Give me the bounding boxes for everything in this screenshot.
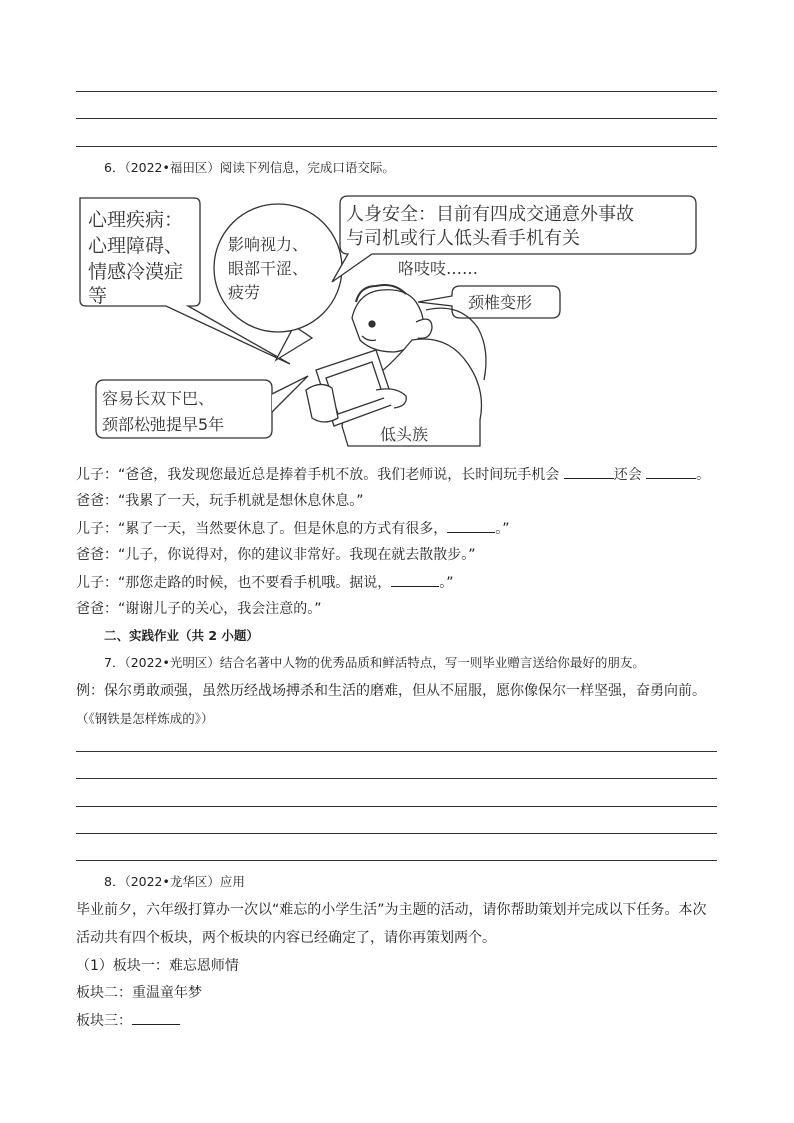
dialogue-line xyxy=(76,464,710,485)
answer-line[interactable] xyxy=(76,778,717,779)
dialogue-line xyxy=(76,491,364,511)
bubble-mental-line: 心理障碍、 xyxy=(88,235,184,257)
phone-addiction-illustration xyxy=(76,190,716,448)
answer-line xyxy=(76,146,717,147)
answer-line xyxy=(76,118,717,119)
dialogue-text: “谢谢儿子的关心，我会注意的。” xyxy=(118,601,322,617)
speaker: 爸爸： xyxy=(76,547,118,563)
dialogue-line xyxy=(76,545,476,565)
dialogue-text: 。 xyxy=(696,467,711,483)
fill-blank[interactable] xyxy=(646,464,696,479)
bubble-vision-line: 眼部干涩、 xyxy=(228,259,309,278)
bubble-vision-line: 影响视力、 xyxy=(228,235,309,254)
q7-header: 7．（2022•光明区）结合名著中人物的优秀品质和鲜活特点，写一则毕业赠言送给你最好的朋友。 xyxy=(104,655,645,670)
dialogue-line xyxy=(76,572,454,593)
q8-item: 板块二：重温童年梦 xyxy=(76,985,202,1001)
bubble-safety xyxy=(332,196,696,282)
dialogue-text: “儿子，你说得对，你的建议非常好。我现在就去散散步。” xyxy=(118,547,476,563)
fill-blank[interactable] xyxy=(391,572,439,587)
speaker: 儿子： xyxy=(76,521,118,537)
q8-paragraph: 活动共有四个板块，两个板块的内容已经确定了，请你再策划两个。 xyxy=(76,930,496,946)
speaker: 爸爸： xyxy=(76,601,118,617)
sound-text: 咯吱吱…… xyxy=(398,259,479,278)
bubble-safety-line: 与司机或行人低头看手机有关 xyxy=(346,228,580,249)
bubble-chin xyxy=(96,376,308,438)
dialogue-text: 还会 xyxy=(613,467,642,483)
dialogue-text: 。” xyxy=(495,521,510,537)
bubble-chin-line: 容易长双下巴、 xyxy=(102,389,215,408)
dialogue-text: “爸爸，我发现您最近总是捧着手机不放。我们老师说，长时间玩手机会 xyxy=(118,467,560,483)
bubble-mental-line: 情感冷漠症 xyxy=(88,261,184,283)
dialogue-text: “那您走路的时候，也不要看手机哦。据说， xyxy=(118,575,392,591)
q6-header: 6．（2022•福田区）阅读下列信息，完成口语交际。 xyxy=(104,160,395,175)
section-heading: 二、实践作业（共 2 小题） xyxy=(104,628,259,643)
dialogue-text: “我累了一天，玩手机就是想休息休息。” xyxy=(118,493,364,509)
bubble-safety-line: 人身安全：目前有四成交通意外事故 xyxy=(346,204,634,225)
bubble-mental-line: 心理疾病： xyxy=(88,209,184,231)
caption-text: 低头族 xyxy=(380,425,429,444)
speaker: 爸爸： xyxy=(76,493,118,509)
q7-example: 例：保尔勇敢顽强，虽然历经战场搏杀和生活的磨难，但从不屈服，愿你像保尔一样坚强，奋勇向前。 xyxy=(76,683,706,699)
bubble-mental-line: 等 xyxy=(88,285,108,307)
answer-line[interactable] xyxy=(76,860,717,861)
answer-line[interactable] xyxy=(76,751,717,752)
speaker: 儿子： xyxy=(76,575,118,591)
answer-line[interactable] xyxy=(76,833,717,834)
q8-item-label: 板块三： xyxy=(76,1013,132,1029)
answer-line xyxy=(76,91,717,92)
bubble-chin-line: 颈部松弛提早5年 xyxy=(102,415,225,434)
bubble-neck xyxy=(418,286,560,318)
speaker: 儿子： xyxy=(76,467,118,483)
fill-blank[interactable] xyxy=(564,464,614,479)
dialogue-text: “累了一天，当然要休息了。但是休息的方式有很多， xyxy=(118,521,448,537)
q8-header: 8．（2022•龙华区）应用 xyxy=(104,874,245,889)
fill-blank[interactable] xyxy=(132,1010,180,1025)
q8-item: （1）板块一：难忘恩师情 xyxy=(76,958,239,974)
dialogue-line xyxy=(76,518,510,539)
bubble-vision-line: 疲劳 xyxy=(228,283,261,302)
fill-blank[interactable] xyxy=(447,518,495,533)
answer-line[interactable] xyxy=(76,806,717,807)
q7-source: （《钢铁是怎样炼成的》） xyxy=(76,711,214,726)
q8-item xyxy=(76,1010,180,1031)
dialogue-line xyxy=(76,599,322,619)
dialogue-text: 。” xyxy=(439,575,454,591)
q8-paragraph: 毕业前夕，六年级打算办一次以“难忘的小学生活”为主题的活动，请你帮助策划并完成以下任务。本次 xyxy=(76,902,707,918)
bubble-neck-text: 颈椎变形 xyxy=(468,293,533,312)
